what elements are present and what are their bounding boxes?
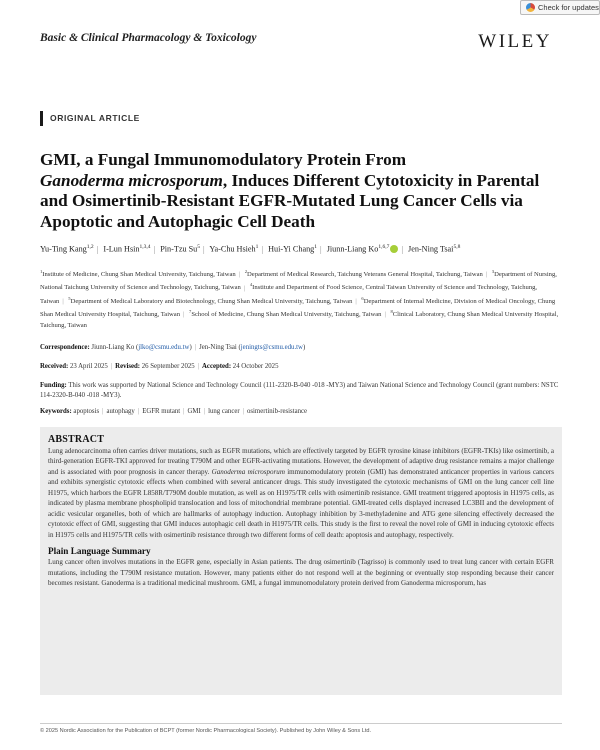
title-species: Ganoderma microsporum <box>40 170 223 190</box>
separator: | <box>137 408 140 415</box>
separator: | <box>261 244 264 254</box>
abstract-heading: ABSTRACT <box>48 434 105 445</box>
author-name[interactable]: Pin-Tzu Su <box>160 244 198 254</box>
correspondence: Correspondence: Jiunn-Liang Ko (jlko@csmu.edu.tw) | Jen-Ning Tsai (jeningts@csmu.edu.tw) <box>40 344 306 351</box>
author-affil-sup: 1,3,4 <box>139 244 151 250</box>
author-affil-sup: 5 <box>197 244 201 250</box>
affil-text: Clinical Laboratory, Chung Shan Medical University Hospital, Taichung, Taiwan <box>40 311 559 329</box>
separator: | <box>102 408 104 415</box>
abstract-species: Ganoderma microsporum <box>211 467 285 476</box>
separator: | <box>197 363 200 370</box>
abstract-part-1: Lung adenocarcinoma often carries driver mutations, such as EGFR mutations, which are effectively targeted by EGFR tyrosine kinase inhibitors (EGFR-TKIs) like osimertinib, a third-generation EGFR-TKI approved for treating T790M and other EGFR-activating mutations. However, the development of adaptive drug resistance remains a major challenge and is associated with poor prognosis in cancer therapy. <box>48 447 554 476</box>
separator: | <box>384 311 386 319</box>
received-date: 23 April 2025 <box>70 363 108 370</box>
separator: | <box>401 244 403 254</box>
author-affil-sup: 1 <box>255 244 259 250</box>
separator: | <box>320 244 322 254</box>
abstract-part-2: immunomodulatory protein (GMI) has demonstrated anticancer properties in various cancers and exhibits synergistic cytotoxic effects when combined with several anticancer drugs. This study investigated the cytotoxic mechanisms of GMI on the lung cancer cell line H1975, which harbors the EGFR L858R/T790M double mutation, as well as on H1975/TR cells with osimertinib resistance. GMI treatment triggered apoptosis in H1975 cells, as indicated by plasma membrane phospholipid translocation and loss of mitochondrial membrane potential. GMI-treated cells displayed increased LC3BII and the development of acidic vesicular organelles, both of which are hallmarks of autophagy induction. Autophagy inhibition by 3-methyladenine and ATG gene silencing effectively decreased the cytotoxic effect of GMI, suggesting that GMI induces autophagic cell death in H1975/TR cells. This study is the first to reveal the novel role of GMI in inducing cytotoxic effects in H1975 cells and H1975/TR cells with osimertinib resistance through two different forms of cell death: apoptosis and autophagy, respectively. <box>48 467 554 539</box>
separator: | <box>485 271 488 279</box>
keyword: GMI <box>187 408 201 415</box>
separator: | <box>153 244 156 254</box>
accepted-label: Accepted: <box>202 363 232 370</box>
separator: | <box>242 408 244 415</box>
check-for-updates-button[interactable] <box>520 0 600 15</box>
author-name[interactable]: Jen-Ning Tsai <box>408 244 454 254</box>
plain-language-heading: Plain Language Summary <box>48 546 151 557</box>
affil-text: Department of Medical Laboratory and Biotechnology, Chung Shan Medical University, Taichung, Taiwan <box>70 297 353 305</box>
affil-text: Institute and Department of Food Science, Central Taiwan University of Science and Technology, Taichung, Taiwan <box>40 284 538 305</box>
journal-name: Basic & Clinical Pharmacology & Toxicology <box>40 32 257 44</box>
abstract-section <box>40 427 562 695</box>
article-dates <box>40 362 562 372</box>
separator: | <box>243 284 246 292</box>
author-name[interactable]: Jiunn-Liang Ko <box>326 244 379 254</box>
affil-text: Institute of Medicine, Chung Shan Medical University, Taichung, Taiwan <box>42 271 236 279</box>
correspondent-name: Jiunn-Liang Ko <box>91 344 135 351</box>
separator: | <box>203 244 205 254</box>
keyword: lung cancer <box>208 408 240 415</box>
affil-sup: 3 <box>491 269 495 274</box>
author-name[interactable]: Yu-Ting Kang <box>40 244 87 254</box>
title-line-1: GMI, a Fungal Immunomodulatory Protein From <box>40 150 407 169</box>
keyword: autophagy <box>106 408 135 415</box>
keyword: apoptosis <box>73 408 100 415</box>
affil-sup: 5 <box>68 295 71 301</box>
author-affil-sup: 1 <box>314 244 318 250</box>
funding <box>40 381 562 401</box>
plain-language-text: Lung cancer often involves mutations in the EGFR gene, especially in Asian patients. The drug osimertinib (Tagrisso) is commonly used to treat lung cancer with certain EGFR mutations, including the T790M resistance mutation. However, many patients either do not respond well at the beginning or eventually stop responding because their cancer becomes resistant. Ganoderma is a traditional medicinal mushroom. GMI, a fungal immunomodulatory protein derived from Ganoderma microsporum, has <box>48 558 554 587</box>
publisher-logo: WILEY <box>478 31 552 52</box>
accepted-date: 24 October 2025 <box>232 363 279 370</box>
separator: | <box>203 408 206 415</box>
affil-sup: 7 <box>189 309 192 315</box>
article-title <box>40 150 562 232</box>
title-rest: , Induces Different Cytotoxicity in Parental and Osimertinib-Resistant EGFR-Mutated Lung Cancer Cells via Apoptotic and Autophagic Cell Death <box>40 170 540 231</box>
separator: | <box>194 344 197 351</box>
funding-text: This work was supported by National Science and Technology Council (111-2320-B-040 -018 -MY3) and Taiwan National Science and Technology Council (grant numbers: NSTC 114-2320-B-040 -018 -MY3). <box>40 382 559 399</box>
funding-label: Funding: <box>40 382 67 389</box>
orcid-icon[interactable] <box>390 245 398 253</box>
affil-sup: 8 <box>390 309 393 315</box>
abstract-text <box>48 446 554 540</box>
received-label: Received: <box>40 363 69 370</box>
affil-sup: 1 <box>40 269 43 274</box>
author-list <box>40 244 570 254</box>
email-link[interactable]: jlko@csmu.edu.tw <box>138 344 190 351</box>
separator: | <box>183 408 185 415</box>
author-name[interactable]: I-Lun Hsin <box>103 244 140 254</box>
author-name[interactable]: Ya-Chu Hsieh <box>209 244 256 254</box>
correspondent-name: Jen-Ning Tsai <box>199 344 237 351</box>
affil-sup: 6 <box>361 295 364 301</box>
keyword: osimertinib-resistance <box>247 408 308 415</box>
author-affil-sup: 1,6,7 <box>378 244 390 250</box>
affil-sup: 4 <box>249 282 253 288</box>
check-for-updates-label: Check for updates <box>538 3 599 12</box>
affil-text: School of Medicine, Chung Shan Medical University, Taichung, Taiwan <box>191 311 382 319</box>
author-name[interactable]: Hui-Yi Chang <box>268 244 315 254</box>
separator: | <box>238 271 241 279</box>
crossmark-icon <box>526 3 535 12</box>
correspondence-label: Correspondence: <box>40 344 90 351</box>
affil-text: Department of Nursing, National Taichung University of Science and Technology, Taichung, Taiwan <box>40 271 557 292</box>
copyright-footer: © 2025 Nordic Association for the Publication of BCPT (former Nordic Pharmacological Society). Published by John Wiley & Sons Ltd. <box>40 723 562 734</box>
article-type-label: ORIGINAL ARTICLE <box>40 111 140 126</box>
affiliations <box>40 267 562 331</box>
separator: | <box>110 363 113 370</box>
affil-text: Department of Internal Medicine, Division of Medical Oncology, Chung Shan Medical University Hospital, Taichung, Taiwan <box>40 297 556 319</box>
affil-sup: 2 <box>244 269 248 274</box>
keywords <box>40 407 562 417</box>
keywords-label: Keywords: <box>40 408 72 415</box>
author-affil-sup: 1,2 <box>86 244 94 250</box>
revised-date: 26 September 2025 <box>141 363 195 370</box>
separator: | <box>183 311 185 319</box>
affil-text: Department of Medical Research, Taichung Veterans General Hospital, Taichung, Taiwan <box>247 271 483 279</box>
author-affil-sup: 5,8 <box>453 244 461 250</box>
revised-label: Revised: <box>115 363 141 370</box>
keyword: EGFR mutant <box>142 408 181 415</box>
separator: | <box>96 244 99 254</box>
separator: | <box>355 297 357 305</box>
email-link[interactable]: jeningts@csmu.edu.tw <box>240 344 303 351</box>
separator: | <box>62 297 64 305</box>
